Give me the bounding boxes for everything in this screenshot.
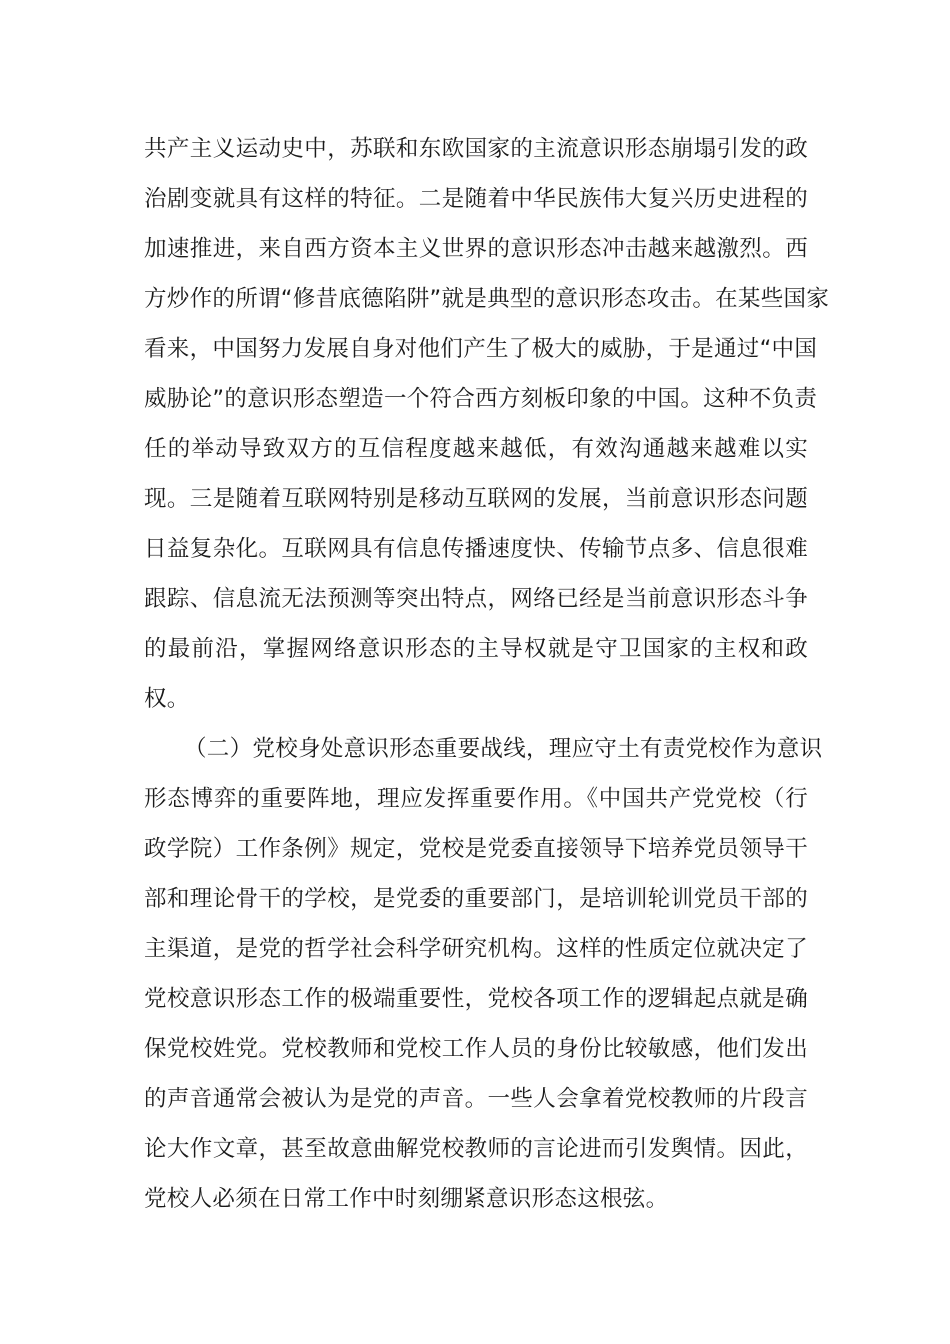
text-line: 威胁论”的意识形态塑造一个符合西方刻板印象的中国。这种不负责 (144, 386, 818, 412)
text-line: 党校人必须在日常工作中时刻绷紧意识形态这根弦。 (144, 1186, 669, 1212)
text-line: 的声音通常会被认为是党的声音。一些人会拿着党校教师的片段言 (144, 1086, 808, 1112)
text-line: 权。 (144, 686, 190, 712)
text-line: （二）党校身处意识形态重要战线，理应守土有责党校作为意识 (184, 736, 823, 762)
text-line: 跟踪、信息流无法预测等突出特点，网络已经是当前意识形态斗争 (144, 586, 808, 612)
document-body (144, 124, 830, 1224)
text-line: 的最前沿，掌握网络意识形态的主导权就是守卫国家的主权和政 (144, 636, 808, 662)
text-line: 共产主义运动史中，苏联和东欧国家的主流意识形态崩塌引发的政 (144, 136, 808, 162)
text-line: 治剧变就具有这样的特征。二是随着中华民族伟大复兴历史进程的 (144, 186, 808, 212)
text-line: 保党校姓党。党校教师和党校工作人员的身份比较敏感，他们发出 (144, 1036, 808, 1062)
text-line: 现。三是随着互联网特别是移动互联网的发展，当前意识形态问题 (144, 486, 808, 512)
text-line: 部和理论骨干的学校，是党委的重要部门，是培训轮训党员干部的 (144, 886, 808, 912)
paragraph-ideology-challenges (144, 124, 830, 724)
text-line: 主渠道，是党的哲学社会科学研究机构。这样的性质定位就决定了 (144, 936, 808, 962)
text-line: 政学院）工作条例》规定，党校是党委直接领导下培养党员领导干 (144, 836, 808, 862)
text-line: 方炒作的所谓“修昔底德陷阱”就是典型的意识形态攻击。在某些国家 (144, 286, 830, 312)
text-line: 形态博弈的重要阵地，理应发挥重要作用。《中国共产党党校（行 (144, 786, 808, 812)
paragraph-party-school-role (144, 724, 823, 1224)
text-line: 党校意识形态工作的极端重要性，党校各项工作的逻辑起点就是确 (144, 986, 808, 1012)
text-line: 任的举动导致双方的互信程度越来越低，有效沟通越来越难以实 (144, 436, 808, 462)
text-line: 加速推进，来自西方资本主义世界的意识形态冲击越来越激烈。西 (144, 236, 808, 262)
text-line: 论大作文章，甚至故意曲解党校教师的言论进而引发舆情。因此， (144, 1136, 808, 1162)
text-line: 看来，中国努力发展自身对他们产生了极大的威胁，于是通过“中国 (144, 336, 818, 362)
text-line: 日益复杂化。互联网具有信息传播速度快、传输节点多、信息很难 (144, 536, 808, 562)
